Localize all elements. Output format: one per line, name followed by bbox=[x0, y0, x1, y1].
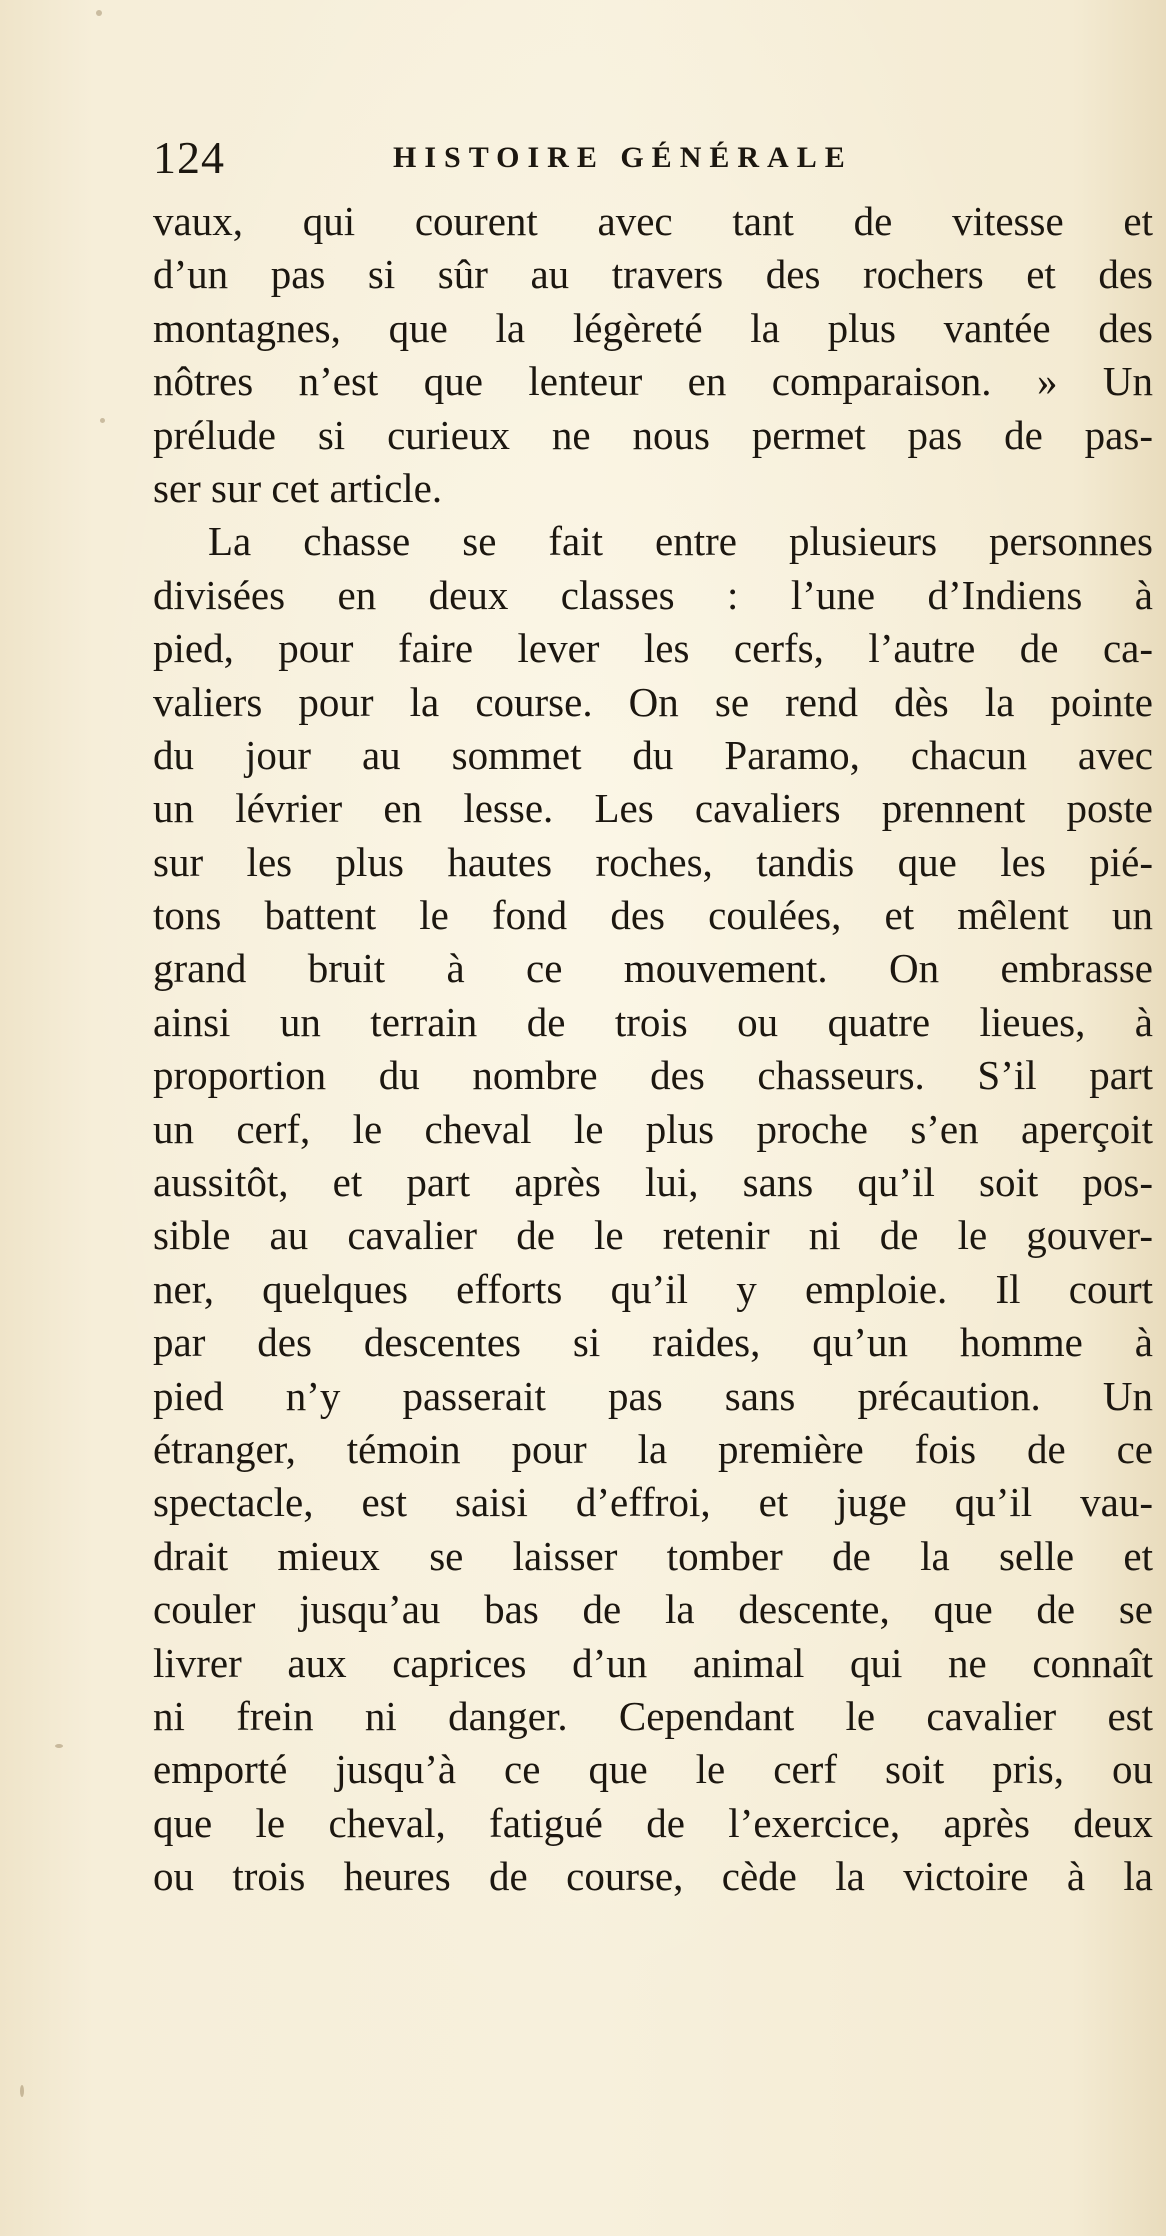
text-line: ner, quelques efforts qu’il y emploie. Il court bbox=[153, 1265, 1153, 1312]
paper-speck bbox=[100, 418, 105, 423]
page-header bbox=[153, 128, 1153, 188]
text-line: pied n’y passerait pas sans précaution. Un bbox=[153, 1372, 1153, 1419]
text-line: spectacle, est saisi d’effroi, et juge qu’il vau- bbox=[153, 1479, 1153, 1526]
page-body bbox=[153, 195, 1153, 2005]
text-line: montagnes, que la légèreté la plus vantée des bbox=[153, 304, 1153, 351]
text-line: d’un pas si sûr au travers des rochers et des bbox=[153, 251, 1153, 298]
text-line: que le cheval, fatigué de l’exercice, après deux bbox=[153, 1799, 1153, 1846]
text-line: emporté jusqu’à ce que le cerf soit pris, ou bbox=[153, 1746, 1153, 1793]
text-line: du jour au sommet du Paramo, chacun avec bbox=[153, 731, 1153, 778]
paper-speck bbox=[20, 2085, 24, 2097]
text-line: drait mieux se laisser tomber de la selle et bbox=[153, 1532, 1153, 1579]
text-line: ou trois heures de course, cède la victoire à la bbox=[153, 1853, 1153, 1900]
text-line: livrer aux caprices d’un animal qui ne connaît bbox=[153, 1639, 1153, 1686]
text-line: un cerf, le cheval le plus proche s’en aperçoit bbox=[153, 1105, 1153, 1152]
text-line: pied, pour faire lever les cerfs, l’autre de ca- bbox=[153, 625, 1153, 672]
text-line: sible au cavalier de le retenir ni de le gouver- bbox=[153, 1212, 1153, 1259]
text-line: sur les plus hautes roches, tandis que les pié- bbox=[153, 838, 1153, 885]
page-number: 124 bbox=[153, 132, 225, 183]
paragraph-start-line: La chasse se fait entre plusieurs personnes bbox=[208, 518, 1153, 565]
running-title: HISTOIRE GÉNÉRALE bbox=[393, 141, 853, 174]
text-line: ser sur cet article. bbox=[153, 464, 443, 511]
text-line: aussitôt, et part après lui, sans qu’il soit pos- bbox=[153, 1159, 1153, 1206]
text-line: prélude si curieux ne nous permet pas de pas- bbox=[153, 411, 1153, 458]
text-line: vaux, qui courent avec tant de vitesse et bbox=[153, 198, 1153, 244]
text-line: tons battent le fond des coulées, et mêlent un bbox=[153, 892, 1153, 939]
text-line: par des descentes si raides, qu’un homme à bbox=[153, 1319, 1153, 1366]
paper-speck bbox=[96, 10, 102, 16]
text-line: ainsi un terrain de trois ou quatre lieues, à bbox=[153, 998, 1153, 1045]
text-line: grand bruit à ce mouvement. On embrasse bbox=[153, 945, 1153, 992]
text-line: nôtres n’est que lenteur en comparaison. » Un bbox=[153, 358, 1153, 405]
text-line: proportion du nombre des chasseurs. S’il part bbox=[153, 1052, 1153, 1099]
text-line: valiers pour la course. On se rend dès la pointe bbox=[153, 678, 1153, 725]
text-line: couler jusqu’au bas de la descente, que de se bbox=[153, 1586, 1153, 1633]
text-line: un lévrier en lesse. Les cavaliers prennent poste bbox=[153, 785, 1153, 832]
text-line: étranger, témoin pour la première fois de ce bbox=[153, 1425, 1153, 1472]
text-line: divisées en deux classes : l’une d’Indiens à bbox=[153, 571, 1153, 618]
paper-speck bbox=[55, 1744, 63, 1748]
text-line: ni frein ni danger. Cependant le cavalier est bbox=[153, 1692, 1153, 1739]
